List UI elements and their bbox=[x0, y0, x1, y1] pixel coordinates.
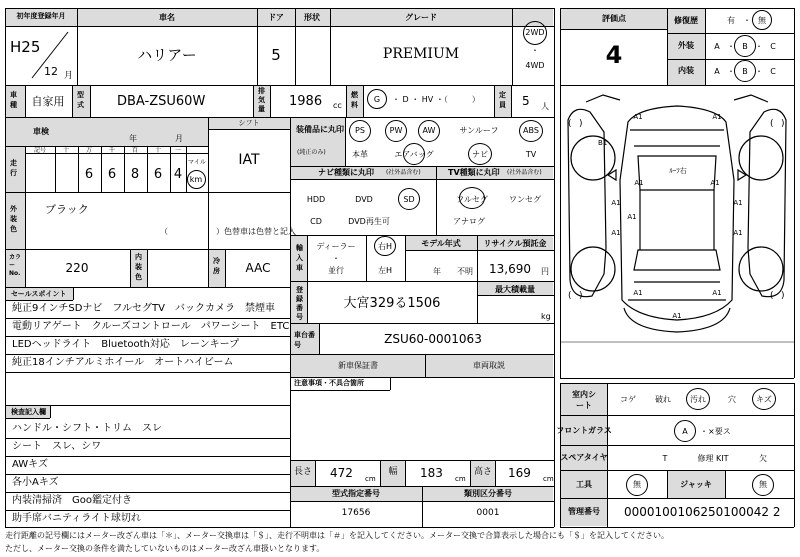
diagram-mark: A1 bbox=[611, 199, 621, 207]
sales-point: 純正9インチSDナビ フルセグTV バックカメラ 禁煙車 bbox=[12, 303, 275, 314]
ext-grade-a: A bbox=[714, 42, 720, 51]
ext-grade-c: C bbox=[770, 42, 776, 51]
drive-2wd: 2WD bbox=[525, 28, 545, 37]
repair-yes: 有 bbox=[727, 16, 735, 25]
mileage-digit: 6 bbox=[84, 167, 94, 182]
first-reg-era: H25 bbox=[10, 38, 41, 56]
diagram-mark: A1 bbox=[710, 179, 720, 187]
drive-4wd: 4WD bbox=[525, 61, 545, 70]
tv-sub: (社外品含む) bbox=[507, 169, 542, 176]
equipment-header: 装備品に丸印 bbox=[296, 125, 344, 134]
color-code: 220 bbox=[65, 261, 89, 275]
sales-point: LEDヘッドライト Bluetooth対応 レーンキープ bbox=[12, 339, 240, 350]
door-header: ドア bbox=[268, 13, 284, 22]
navi-header: ナビ種類に丸印 bbox=[318, 168, 374, 177]
equip-sunroof: サンルーフ bbox=[459, 126, 499, 135]
diagram-mark: A1 bbox=[633, 289, 643, 297]
mileage-label: 万 bbox=[85, 147, 93, 154]
navi-sub: (社外品含む) bbox=[386, 169, 421, 176]
mileage-label: 百 bbox=[131, 147, 139, 154]
grade: PREMIUM bbox=[382, 46, 460, 62]
ext-dot: ・ bbox=[727, 42, 735, 51]
interior-header: 内装色 bbox=[135, 253, 142, 281]
import-dealer: ディーラー bbox=[316, 242, 356, 251]
inspection-month: 月 bbox=[175, 134, 183, 143]
roof-mark: ﾙｰﾌ右 bbox=[669, 167, 687, 175]
int-dot: ・ bbox=[755, 67, 763, 76]
int-grade-c: C bbox=[770, 67, 776, 76]
seat-item: 破れ bbox=[655, 395, 671, 404]
tv-analog: アナログ bbox=[453, 217, 485, 226]
import-handle-right: 右H bbox=[377, 242, 393, 251]
int-grade-a: A bbox=[714, 67, 720, 76]
length: 472 bbox=[330, 466, 353, 480]
diagram-mark: A1 bbox=[672, 312, 682, 320]
displacement-header: 排気量 bbox=[258, 87, 265, 113]
mileage-label: 十 bbox=[154, 147, 162, 154]
sales-point: 電動リアゲート クルーズコントロール パワーシート ETC bbox=[12, 321, 290, 332]
spare-kit: 修理 KIT bbox=[697, 454, 729, 463]
recycle-unit: 円 bbox=[541, 267, 549, 276]
new-warranty: 新車保証書 bbox=[338, 361, 378, 370]
usage-header: 車種 bbox=[10, 91, 17, 109]
model-header: 型式 bbox=[77, 91, 84, 109]
inspector-line: シート スレ、シワ bbox=[12, 441, 102, 452]
first-reg-header: 初年度登録年月 bbox=[16, 12, 66, 20]
displacement: 1986 bbox=[289, 94, 323, 109]
import-parallel: 並行 bbox=[328, 266, 344, 275]
int-grade-b: B bbox=[742, 67, 748, 76]
tv-oneseg: ワンセグ bbox=[509, 195, 541, 204]
glass-a: A bbox=[682, 427, 688, 436]
tools: 無 bbox=[633, 480, 641, 489]
color: ブラック bbox=[45, 203, 89, 216]
color-code-header: カラーNo. bbox=[9, 254, 22, 277]
mileage-label: 一 bbox=[174, 147, 182, 154]
int-dot: ・ bbox=[727, 67, 735, 76]
equip-leather: 本革 bbox=[352, 150, 368, 159]
bracket: ) bbox=[781, 119, 785, 129]
registration-number: 大宮329る1506 bbox=[343, 296, 441, 311]
sales-points-header: セールスポイント bbox=[11, 290, 67, 298]
import-header: 輸入車 bbox=[296, 244, 303, 272]
spare-header: スペアタイヤ bbox=[560, 453, 608, 462]
name-header: 車名 bbox=[159, 13, 175, 22]
equip-ps: PS bbox=[355, 126, 365, 135]
equipment-sub: (純正のみ) bbox=[297, 149, 326, 156]
inspection-year: 年 bbox=[129, 134, 137, 143]
mileage-label: 十 bbox=[62, 147, 70, 154]
recycle: 13,690 bbox=[489, 262, 531, 276]
bracket: ( bbox=[568, 119, 572, 129]
navi-hdd: HDD bbox=[306, 195, 326, 204]
glass-rest: ・×要ス bbox=[700, 427, 731, 436]
equip-navi: ナビ bbox=[472, 150, 488, 159]
mileage-digit: 6 bbox=[153, 167, 163, 182]
model-year-header: モデル年式 bbox=[421, 239, 461, 248]
inspection-header: 車検 bbox=[33, 127, 49, 136]
car-name: ハリアー bbox=[137, 46, 197, 64]
chassis-header: 車台番号 bbox=[294, 331, 315, 349]
first-reg-month-unit: 月 bbox=[64, 71, 74, 81]
type-approval-header: 型式指定番号 bbox=[332, 489, 380, 498]
bracket: ( bbox=[770, 291, 774, 301]
inspector-line: ハンドル・シフト・トリム スレ bbox=[12, 423, 162, 434]
manual: 車両取説 bbox=[473, 361, 505, 370]
mileage-digit: 8 bbox=[130, 167, 140, 182]
inspector-line: 内装清掃済 Goo鑑定付き bbox=[12, 495, 132, 506]
diagram-mark: B1 bbox=[598, 139, 608, 147]
mgmt-number: 0000100106250100042 2 bbox=[624, 505, 781, 519]
footer-note: ただし、メーター交換の条件を満たしていないものはメーター改ざん車扱いとなります。 bbox=[5, 544, 325, 553]
navi-sd: SD bbox=[403, 195, 415, 204]
equip-pw: PW bbox=[389, 126, 403, 135]
footer-note: 走行距離の記号欄にはメーター改ざん車は「＊」、メーター交換車は「＄」、走行不明車は「＃」を記入してください。メーター交換で合算表示した場合にも「＄」を記入してください。 bbox=[5, 531, 669, 540]
shift-header: シフト bbox=[238, 119, 260, 127]
jack: 無 bbox=[759, 480, 767, 489]
width-unit: cm bbox=[455, 475, 466, 483]
doors: 5 bbox=[271, 46, 281, 64]
diagram-mark: A1 bbox=[634, 179, 644, 187]
equip-airbag: エアバッグ bbox=[394, 150, 434, 159]
capacity-header: 定員 bbox=[499, 91, 506, 109]
class-number: 0001 bbox=[476, 508, 500, 518]
width: 183 bbox=[420, 466, 443, 480]
mileage-unit-km: km bbox=[189, 175, 203, 184]
tv-fullseg: フルセグ bbox=[456, 195, 488, 204]
seat-item: コゲ bbox=[620, 395, 636, 404]
class-header: 類別区分番号 bbox=[464, 489, 512, 498]
fuel-g: G bbox=[373, 95, 381, 104]
seat-item: 汚れ bbox=[690, 395, 706, 404]
displacement-unit: cc bbox=[333, 101, 342, 110]
navi-dvd-play: DVD再生可 bbox=[348, 217, 390, 226]
equip-abs: ABS bbox=[523, 126, 539, 135]
ext-dot: ・ bbox=[755, 42, 763, 51]
bracket: ) bbox=[579, 119, 583, 129]
bracket: ( bbox=[770, 119, 774, 129]
diagram-mark: A1 bbox=[712, 289, 722, 297]
grade-header: グレード bbox=[405, 13, 437, 22]
type-approval: 17656 bbox=[341, 508, 371, 518]
capacity-unit: 人 bbox=[541, 102, 549, 111]
length-label: 長さ bbox=[293, 467, 313, 477]
spare-none: 欠 bbox=[759, 454, 767, 463]
inspector-header: 検査記入欄 bbox=[11, 408, 46, 416]
max-load-header: 最大積載量 bbox=[495, 285, 535, 294]
inspector-line: 各小Aキズ bbox=[12, 477, 59, 488]
mileage-label: 千 bbox=[108, 147, 116, 154]
bracket: ) bbox=[579, 291, 583, 301]
score: 4 bbox=[605, 41, 623, 69]
registration-header: 登録番号 bbox=[296, 286, 303, 321]
diagram-mark: A1 bbox=[712, 113, 722, 121]
equip-tv: TV bbox=[525, 150, 537, 159]
fuel-header: 燃料 bbox=[351, 91, 358, 109]
import-dot: ・ bbox=[332, 254, 340, 263]
diagram-mark: A1 bbox=[733, 229, 743, 237]
jack-header: ジャッキ bbox=[680, 480, 712, 489]
capacity: 5 bbox=[522, 94, 530, 108]
spare-t: T bbox=[662, 454, 668, 463]
width-label: 幅 bbox=[388, 467, 398, 477]
shape-header: 形状 bbox=[304, 13, 320, 22]
repair-dot: ・ bbox=[743, 16, 751, 25]
color-header: 外装色 bbox=[10, 205, 17, 233]
chassis: ZSU60-0001063 bbox=[384, 332, 482, 346]
diagram-mark: A1 bbox=[633, 113, 643, 121]
mileage-unit-mile: マイル bbox=[188, 159, 206, 166]
tv-header: TV種類に丸印 bbox=[448, 168, 500, 177]
import-handle-left: 左H bbox=[377, 266, 393, 275]
ac-header: 冷房 bbox=[213, 257, 220, 275]
fuel-rest: ・ D ・ HV ・（ ） bbox=[392, 95, 480, 104]
diagram-mark: A1 bbox=[733, 199, 743, 207]
mileage-label: 記号 bbox=[33, 147, 47, 154]
model: DBA-ZSU60W bbox=[117, 94, 206, 109]
diagram-mark: A1 bbox=[611, 229, 621, 237]
usage: 自家用 bbox=[31, 95, 65, 108]
height-label: 高さ bbox=[473, 467, 493, 477]
height-unit: cm bbox=[543, 475, 554, 483]
max-load-unit: kg bbox=[541, 312, 551, 321]
repair-no: 無 bbox=[758, 16, 766, 25]
diagram-mark: A1 bbox=[627, 213, 637, 221]
exterior-header: 外装 bbox=[678, 41, 694, 50]
bracket: ) bbox=[781, 291, 785, 301]
inspector-line: 助手席バニティライト球切れ bbox=[12, 513, 141, 524]
shift: IAT bbox=[238, 152, 260, 168]
model-year-unknown: 不明 bbox=[457, 267, 473, 276]
mgmt-header: 管理番号 bbox=[568, 507, 600, 516]
repair-header: 修復歴 bbox=[674, 16, 698, 25]
score-header: 評価点 bbox=[602, 14, 626, 23]
ac: AAC bbox=[245, 261, 271, 275]
first-reg-month: 12 bbox=[44, 65, 58, 78]
glass-header: フロントガラス bbox=[556, 426, 612, 435]
tools-header: 工具 bbox=[576, 480, 592, 489]
seat-header: 室内シート bbox=[572, 390, 596, 410]
mileage-header: 走行 bbox=[10, 159, 17, 177]
navi-dvd: DVD bbox=[355, 195, 373, 204]
model-year-unit: 年 bbox=[433, 267, 441, 276]
mileage-digit: 4 bbox=[173, 167, 183, 182]
length-unit: cm bbox=[365, 475, 376, 483]
inspector-line: AWキズ bbox=[12, 459, 48, 470]
interior-grade-header: 内装 bbox=[678, 66, 694, 75]
seat-item: キズ bbox=[756, 395, 772, 404]
color-note: （ ）色替車は色替と記入 bbox=[160, 227, 296, 236]
height: 169 bbox=[508, 466, 531, 480]
drive-sep: ・ bbox=[531, 46, 539, 55]
equip-aw: AW bbox=[422, 126, 436, 135]
navi-cd: CD bbox=[310, 217, 322, 226]
mileage-digit: 6 bbox=[107, 167, 117, 182]
sales-point: 純正18インチアルミホイール オートハイビーム bbox=[12, 357, 234, 368]
bracket: ( bbox=[568, 291, 572, 301]
recycle-header: リサイクル預託金 bbox=[483, 239, 547, 248]
seat-item: 穴 bbox=[728, 395, 736, 404]
ext-grade-b: B bbox=[742, 42, 748, 51]
notes-header: 注意事項・不具合箇所 bbox=[294, 379, 364, 387]
